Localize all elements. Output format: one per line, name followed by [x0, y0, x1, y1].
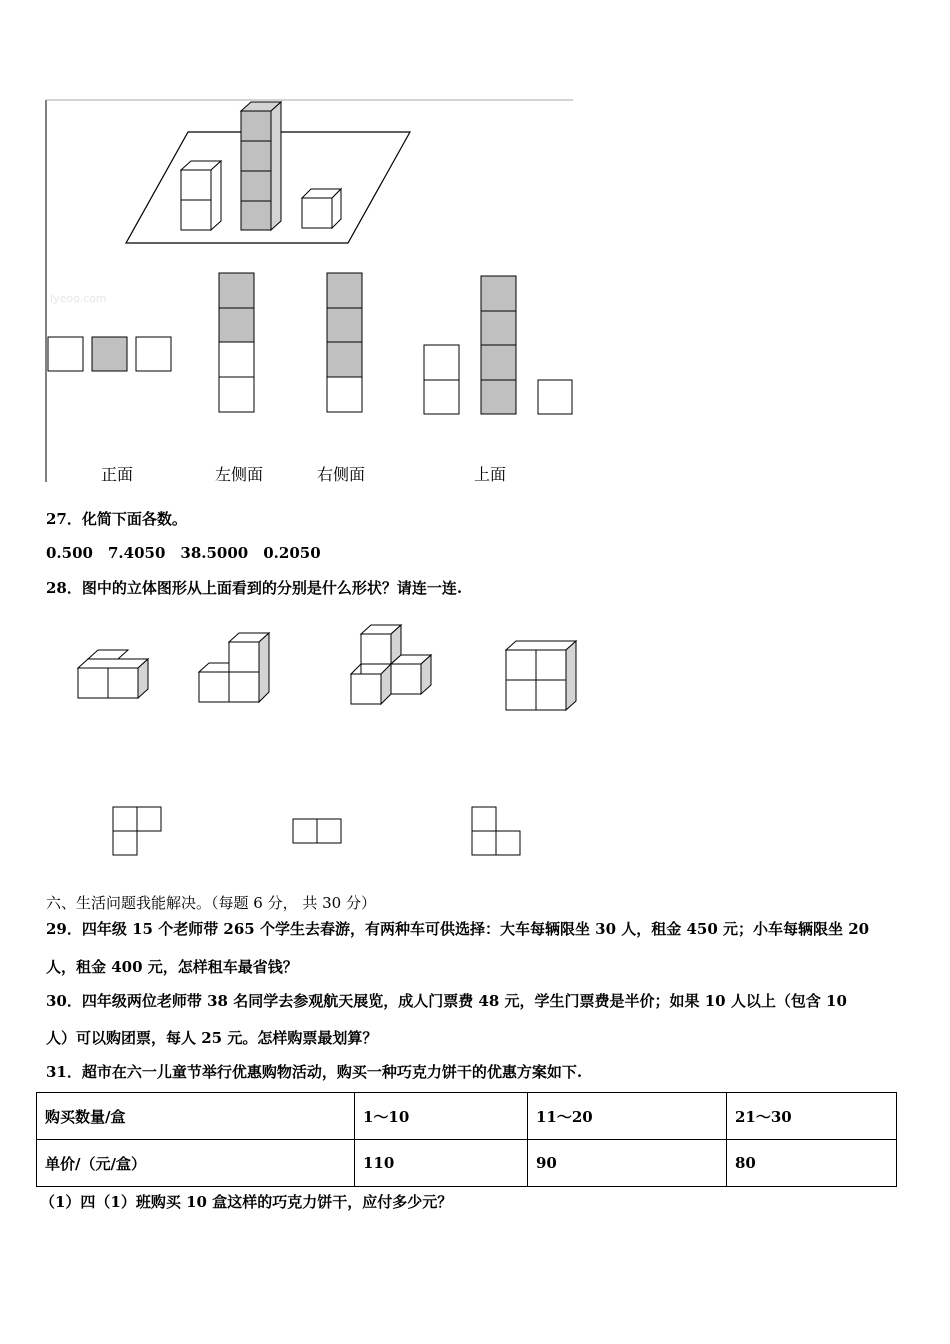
- shape-b[interactable]: [293, 819, 341, 843]
- table-cell: 80: [727, 1140, 897, 1187]
- solid-4: [506, 641, 576, 710]
- table-cell: 单价/（元/盒）: [37, 1140, 355, 1187]
- q31-sub1: （1）四（1）班购买 10 盒这样的巧克力饼干，应付多少元？: [40, 1193, 453, 1211]
- q30-line1: 30．四年级两位老师带 38 名同学去参观航天展览，成人门票费 48 元，学生门票费是半价；如果 10 人以上（包含 10: [46, 992, 847, 1010]
- table-cell: 90: [528, 1140, 727, 1187]
- solid-2: [199, 633, 269, 702]
- q29-line1: 29．四年级 15 个老师带 265 个学生去春游，有两种车可供选择：大车每辆限坐 30 人，租金 450 元；小车每辆限坐 20: [46, 920, 870, 938]
- shape-c[interactable]: [472, 807, 520, 855]
- watermark: lyeoo.com: [50, 292, 107, 305]
- table-cell: 1～10: [355, 1093, 528, 1140]
- label-left-side: 左侧面: [215, 465, 264, 484]
- table-cell: 21～30: [727, 1093, 897, 1140]
- q30-line2: 人）可以购团票，每人 25 元。怎样购票最划算？: [46, 1029, 378, 1047]
- discount-table: [36, 1092, 897, 1187]
- table-cell: 购买数量/盒: [37, 1093, 355, 1140]
- q28-text: 28．图中的立体图形从上面看到的分别是什么形状？请连一连.: [46, 579, 463, 597]
- section6-title: 六、生活问题我能解决。（每题 6 分， 共 30 分）: [46, 894, 376, 912]
- table-cell: 110: [355, 1140, 528, 1187]
- q27-text: 27．化简下面各数。: [46, 510, 187, 528]
- q27-numbers: 0.500 7.4050 38.5000 0.2050: [46, 544, 321, 562]
- table-row: [37, 1093, 897, 1140]
- solid-1: [78, 650, 148, 698]
- shape-a[interactable]: [113, 807, 161, 855]
- table-cell: 11～20: [528, 1093, 727, 1140]
- q31-text: 31．超市在六一儿童节举行优惠购物活动，购买一种巧克力饼干的优惠方案如下.: [46, 1063, 583, 1081]
- label-front: 正面: [101, 465, 134, 484]
- table-row: [37, 1140, 897, 1187]
- q29-line2: 人，租金 400 元，怎样租车最省钱？: [46, 958, 298, 976]
- solid-3: [351, 625, 431, 704]
- label-top: 上面: [474, 465, 507, 484]
- label-right-side: 右侧面: [317, 465, 366, 484]
